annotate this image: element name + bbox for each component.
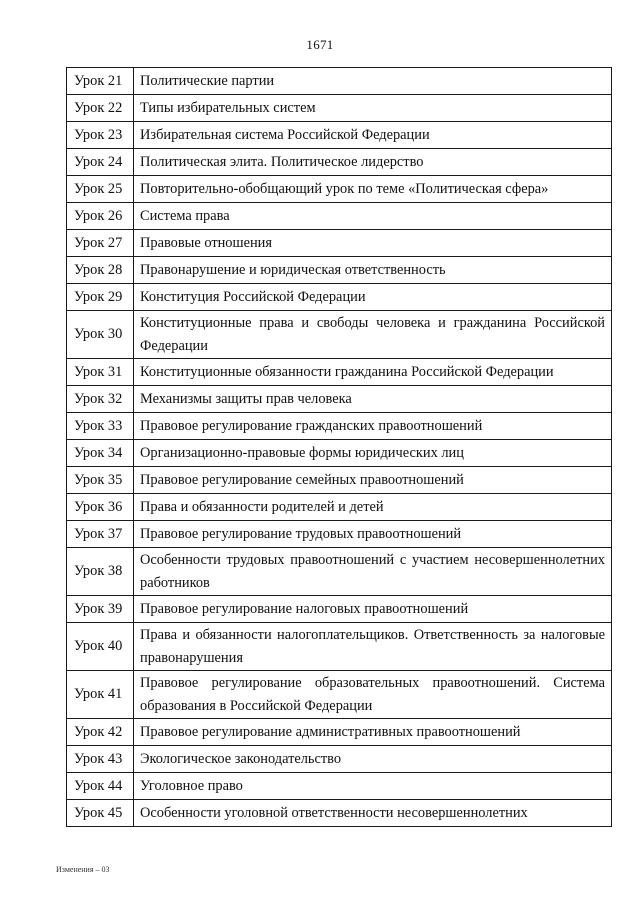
lesson-number: Урок 33	[67, 413, 134, 440]
lesson-number: Урок 35	[67, 467, 134, 494]
lesson-number: Урок 41	[67, 671, 134, 719]
lesson-topic: Повторительно-обобщающий урок по теме «Политическая сфера»	[134, 176, 612, 203]
lesson-topic: Политическая элита. Политическое лидерство	[134, 149, 612, 176]
lesson-number: Урок 45	[67, 800, 134, 827]
lesson-topic: Конституционные обязанности гражданина Российской Федерации	[134, 359, 612, 386]
table-row	[67, 548, 612, 596]
table-row	[67, 440, 612, 467]
lesson-number: Урок 26	[67, 203, 134, 230]
lesson-number: Урок 39	[67, 596, 134, 623]
lessons-table	[66, 67, 612, 827]
table-row	[67, 596, 612, 623]
lesson-topic: Правовое регулирование административных правоотношений	[134, 719, 612, 746]
lesson-topic: Правовое регулирование гражданских правоотношений	[134, 413, 612, 440]
table-row	[67, 800, 612, 827]
table-row	[67, 467, 612, 494]
lesson-topic: Правовое регулирование семейных правоотношений	[134, 467, 612, 494]
table-row	[67, 746, 612, 773]
lesson-number: Урок 21	[67, 68, 134, 95]
table-row	[67, 359, 612, 386]
table-row	[67, 68, 612, 95]
lesson-topic: Права и обязанности родителей и детей	[134, 494, 612, 521]
table-row	[67, 671, 612, 719]
lesson-number: Урок 38	[67, 548, 134, 596]
lesson-topic: Правовые отношения	[134, 230, 612, 257]
lesson-number: Урок 36	[67, 494, 134, 521]
table-row	[67, 203, 612, 230]
footer-revision: Изменения – 03	[56, 865, 110, 874]
lesson-number: Урок 37	[67, 521, 134, 548]
lesson-number: Урок 34	[67, 440, 134, 467]
lesson-number: Урок 25	[67, 176, 134, 203]
lesson-topic: Особенности уголовной ответственности несовершеннолетних	[134, 800, 612, 827]
table-row	[67, 623, 612, 671]
lesson-number: Урок 23	[67, 122, 134, 149]
lesson-topic: Избирательная система Российской Федерации	[134, 122, 612, 149]
lesson-number: Урок 43	[67, 746, 134, 773]
lesson-topic: Система права	[134, 203, 612, 230]
table-row	[67, 311, 612, 359]
lesson-number: Урок 40	[67, 623, 134, 671]
table-row	[67, 413, 612, 440]
lesson-topic: Правовое регулирование трудовых правоотношений	[134, 521, 612, 548]
lesson-topic: Организационно-правовые формы юридических лиц	[134, 440, 612, 467]
lesson-number: Урок 44	[67, 773, 134, 800]
table-row	[67, 176, 612, 203]
lesson-number: Урок 31	[67, 359, 134, 386]
lesson-topic: Права и обязанности налогоплательщиков. Ответственность за налоговые правонарушения	[134, 623, 612, 671]
lesson-topic: Конституционные права и свободы человека и гражданина Российской Федерации	[134, 311, 612, 359]
table-row	[67, 257, 612, 284]
table-row	[67, 284, 612, 311]
lesson-topic: Экологическое законодательство	[134, 746, 612, 773]
lesson-number: Урок 30	[67, 311, 134, 359]
page-number: 1671	[306, 37, 334, 52]
lesson-number: Урок 42	[67, 719, 134, 746]
table-row	[67, 386, 612, 413]
lesson-topic: Механизмы защиты прав человека	[134, 386, 612, 413]
lesson-topic: Правовое регулирование образовательных правоотношений. Система образования в Российской Федерации	[134, 671, 612, 719]
table-row	[67, 95, 612, 122]
lesson-number: Урок 24	[67, 149, 134, 176]
table-row	[67, 149, 612, 176]
lesson-number: Урок 29	[67, 284, 134, 311]
table-row	[67, 719, 612, 746]
table-row	[67, 122, 612, 149]
lesson-number: Урок 32	[67, 386, 134, 413]
table-row	[67, 494, 612, 521]
lesson-number: Урок 22	[67, 95, 134, 122]
lesson-number: Урок 27	[67, 230, 134, 257]
lesson-topic: Типы избирательных систем	[134, 95, 612, 122]
lesson-topic: Правовое регулирование налоговых правоотношений	[134, 596, 612, 623]
table-row	[67, 521, 612, 548]
lesson-topic: Политические партии	[134, 68, 612, 95]
lesson-topic: Конституция Российской Федерации	[134, 284, 612, 311]
lesson-number: Урок 28	[67, 257, 134, 284]
table-row	[67, 230, 612, 257]
lesson-topic: Особенности трудовых правоотношений с участием несовершеннолетних работников	[134, 548, 612, 596]
lesson-topic: Правонарушение и юридическая ответственность	[134, 257, 612, 284]
table-row	[67, 773, 612, 800]
lesson-topic: Уголовное право	[134, 773, 612, 800]
